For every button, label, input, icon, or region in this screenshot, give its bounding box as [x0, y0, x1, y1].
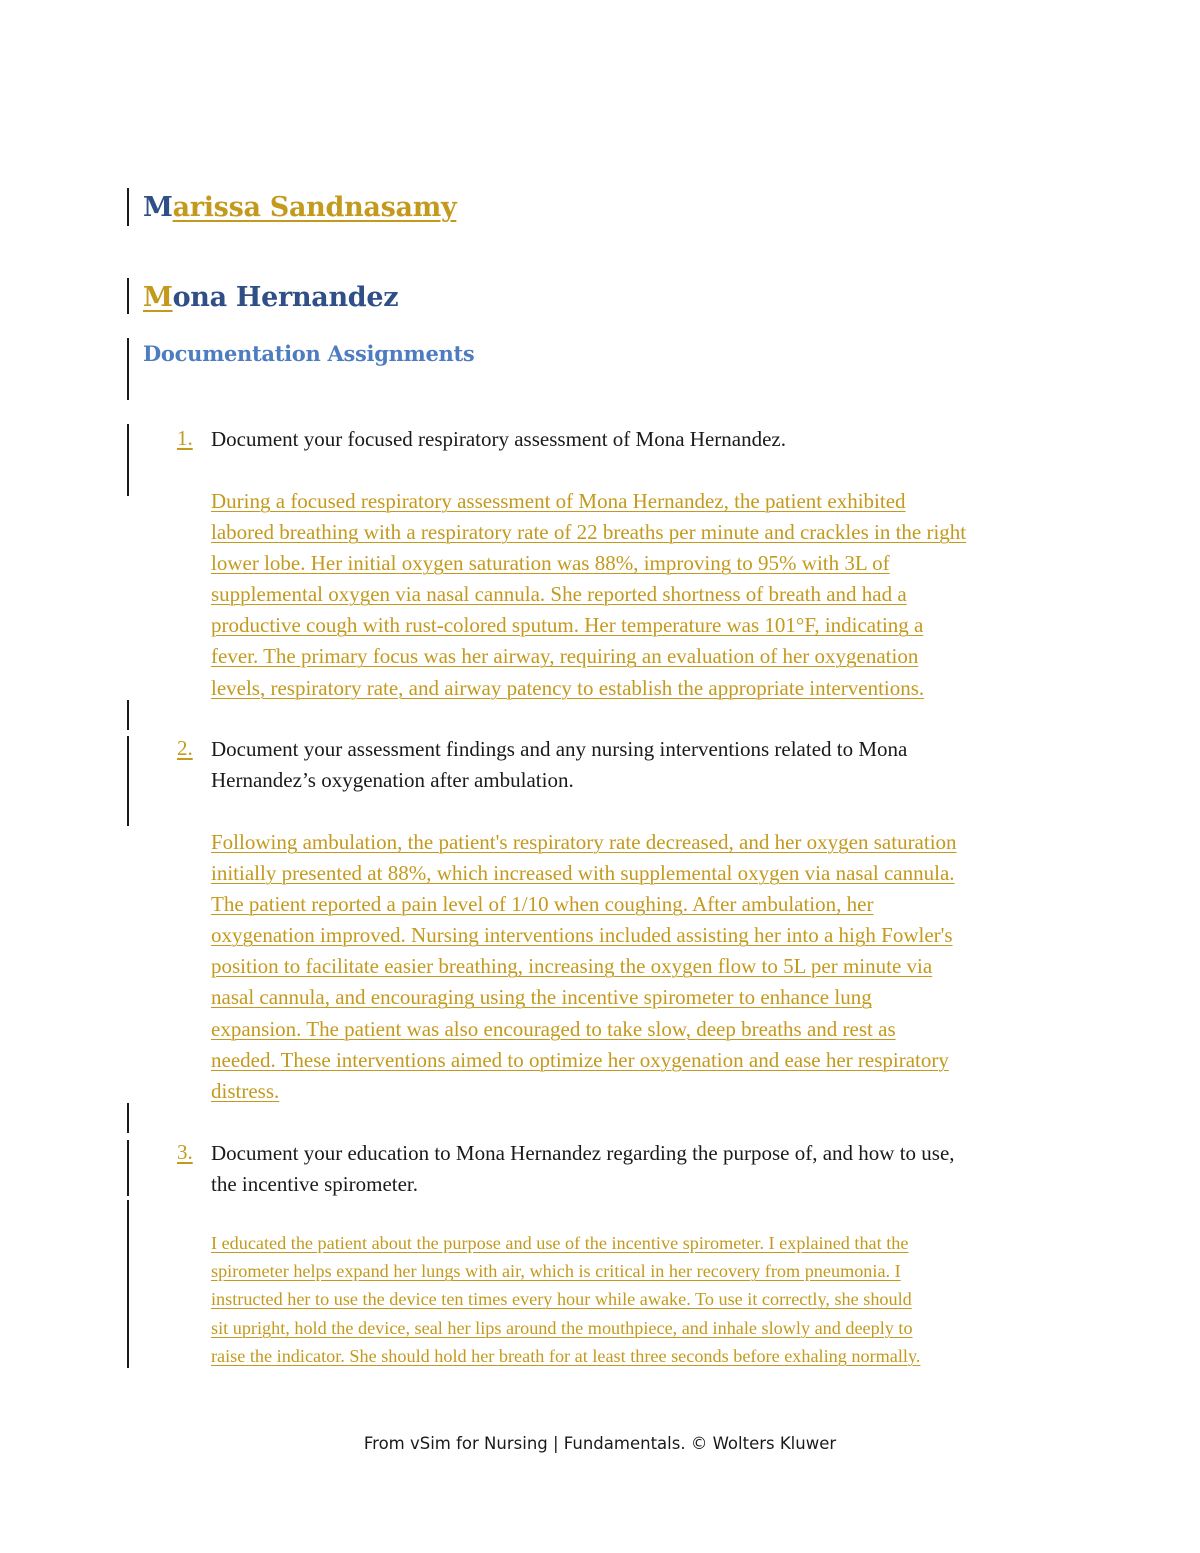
change-bar: [127, 188, 129, 226]
answer-line: initially presented at 88%, which increased with supplemental oxygen via nasal cannula.: [211, 861, 955, 886]
answer-line: I educated the patient about the purpose and use of the incentive spirometer. I explained that the: [211, 1233, 909, 1253]
answer-line: The patient reported a pain level of 1/10 when coughing. After ambulation, her: [211, 892, 874, 917]
student-name-rest: arissa Sandnasamy: [172, 192, 457, 223]
prompt-line: Hernandez’s oxygenation after ambulation.: [211, 768, 574, 792]
answer-line: nasal cannula, and encouraging using the incentive spirometer to enhance lung: [211, 985, 872, 1010]
answer-line: needed. These interventions aimed to optimize her oxygenation and ease her respiratory: [211, 1047, 949, 1072]
change-bar: [127, 424, 129, 496]
answer-line: distress.: [211, 1078, 280, 1103]
answer-line: raise the indicator. She should hold her breath for at least three seconds before exhaling normally.: [211, 1345, 921, 1366]
answer-line: fever. The primary focus was her airway, requiring an evaluation of her oxygenation: [211, 644, 919, 669]
answer-block: [211, 486, 1071, 704]
change-bar: [127, 338, 129, 400]
patient-name-first-letter: M: [143, 282, 173, 313]
answer-line: spirometer helps expand her lungs with air, which is critical in her recovery from pneumonia. I: [211, 1261, 901, 1282]
prompt-line: Document your assessment findings and any nursing interventions related to Mona: [211, 737, 908, 761]
section-title: Documentation Assignments: [143, 341, 475, 366]
change-bar: [127, 1200, 129, 1368]
question-number: 1.: [177, 426, 193, 450]
question-number: 2.: [177, 736, 193, 760]
answer-line: supplemental oxygen via nasal cannula. She reported shortness of breath and had a: [211, 582, 907, 607]
answer-block: [211, 827, 1071, 1107]
answer-line: During a focused respiratory assessment of Mona Hernandez, the patient exhibited: [211, 489, 906, 513]
answer-line: lower lobe. Her initial oxygen saturation was 88%, improving to 95% with 3L of: [211, 551, 890, 576]
answer-line: sit upright, hold the device, seal her lips around the mouthpiece, and inhale slowly and deeply to: [211, 1317, 913, 1338]
answer-block: [211, 1229, 1071, 1370]
prompt-line: Document your focused respiratory assessment of Mona Hernandez.: [211, 427, 786, 451]
change-bar: [127, 736, 129, 826]
change-bar: [127, 1103, 129, 1133]
question-prompt: [211, 424, 1061, 455]
answer-line: oxygenation improved. Nursing interventions included assisting her into a high Fowler's: [211, 923, 953, 948]
answer-line: labored breathing with a respiratory rate of 22 breaths per minute and crackles in the right: [211, 520, 967, 545]
change-bar: [127, 278, 129, 314]
answer-line: levels, respiratory rate, and airway patency to establish the appropriate interventions.: [211, 675, 925, 700]
answer-line: Following ambulation, the patient's respiratory rate decreased, and her oxygen saturation: [211, 830, 957, 854]
answer-line: position to facilitate easier breathing, increasing the oxygen flow to 5L per minute via: [211, 954, 933, 979]
answer-line: instructed her to use the device ten times every hour while awake. To use it correctly, she should: [211, 1289, 912, 1310]
change-bar: [127, 700, 129, 730]
change-bar: [127, 1140, 129, 1196]
patient-name-rest: ona Hernandez: [172, 282, 399, 313]
question-number: 3.: [177, 1140, 193, 1164]
page-footer: From vSim for Nursing | Fundamentals. © Wolters Kluwer: [363, 1434, 837, 1453]
question-prompt: [211, 734, 1061, 796]
answer-line: expansion. The patient was also encouraged to take slow, deep breaths and rest as: [211, 1016, 896, 1041]
prompt-line: the incentive spirometer.: [211, 1172, 419, 1196]
student-name: [143, 192, 456, 223]
answer-line: productive cough with rust-colored sputum. Her temperature was 101°F, indicating a: [211, 613, 924, 638]
prompt-line: Document your education to Mona Hernandez regarding the purpose of, and how to use,: [211, 1141, 955, 1165]
question-prompt: [211, 1138, 1061, 1200]
student-name-first-letter: M: [143, 192, 173, 223]
patient-name: [143, 282, 398, 313]
